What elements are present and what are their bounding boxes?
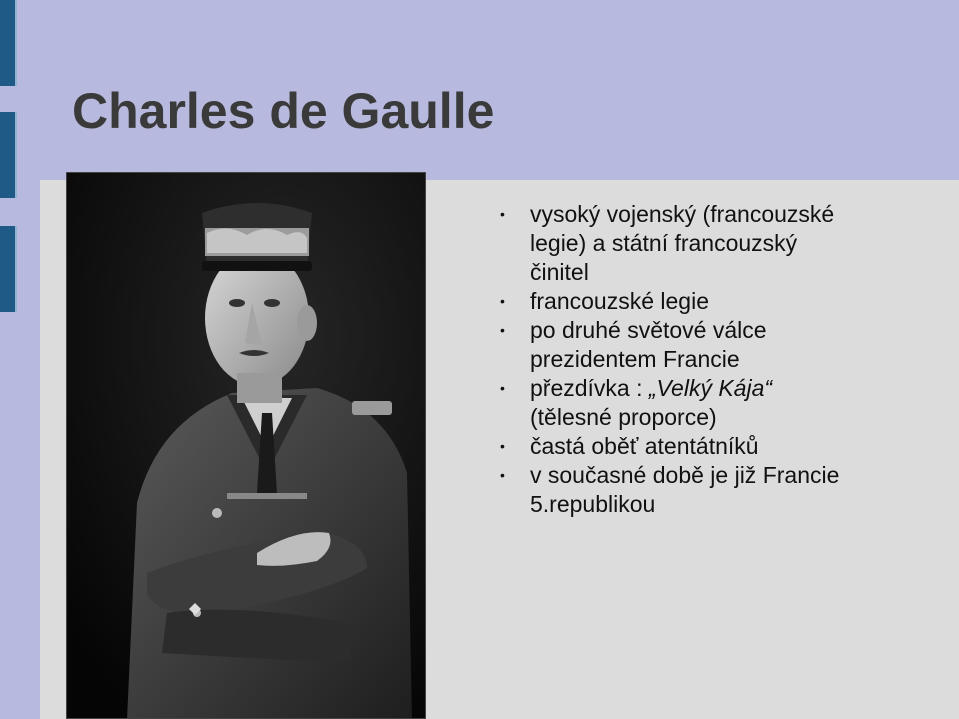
bullet-dot: • — [500, 322, 505, 338]
bullet-item — [500, 316, 920, 374]
bullet-text: 5.republikou — [530, 491, 656, 517]
bullet-dot: • — [500, 438, 505, 454]
bullet-item — [500, 461, 920, 519]
accent-bar — [0, 112, 17, 198]
bullet-text: po druhé světové válce — [530, 317, 767, 343]
bullet-text: přezdívka : — [530, 375, 649, 401]
bullet-item — [500, 374, 920, 432]
portrait-photo — [66, 172, 426, 719]
bullet-item — [500, 200, 920, 287]
bullet-dot: • — [500, 206, 505, 222]
bullet-dot: • — [500, 293, 505, 309]
bullet-dot: • — [500, 467, 505, 483]
accent-bar — [0, 0, 17, 86]
nickname-text: „Velký Kája“ — [648, 375, 773, 401]
bullet-item — [500, 432, 920, 461]
bullet-text: činitel — [530, 259, 589, 285]
bullet-text: častá oběť atentátníků — [530, 433, 759, 459]
bullet-text: legie) a státní francouzský — [530, 230, 798, 256]
bullet-text: (tělesné proporce) — [530, 404, 717, 430]
bullet-text: vysoký vojenský (francouzské — [530, 201, 835, 227]
portrait-illustration — [67, 173, 426, 719]
bullet-list — [500, 200, 920, 519]
bullet-dot: • — [500, 380, 505, 396]
bullet-text: v současné době je již Francie — [530, 462, 840, 488]
accent-bar — [0, 226, 17, 312]
slide-title: Charles de Gaulle — [72, 83, 495, 139]
bullet-text: francouzské legie — [530, 288, 709, 314]
bullet-item — [500, 287, 920, 316]
bullet-text: prezidentem Francie — [530, 346, 740, 372]
